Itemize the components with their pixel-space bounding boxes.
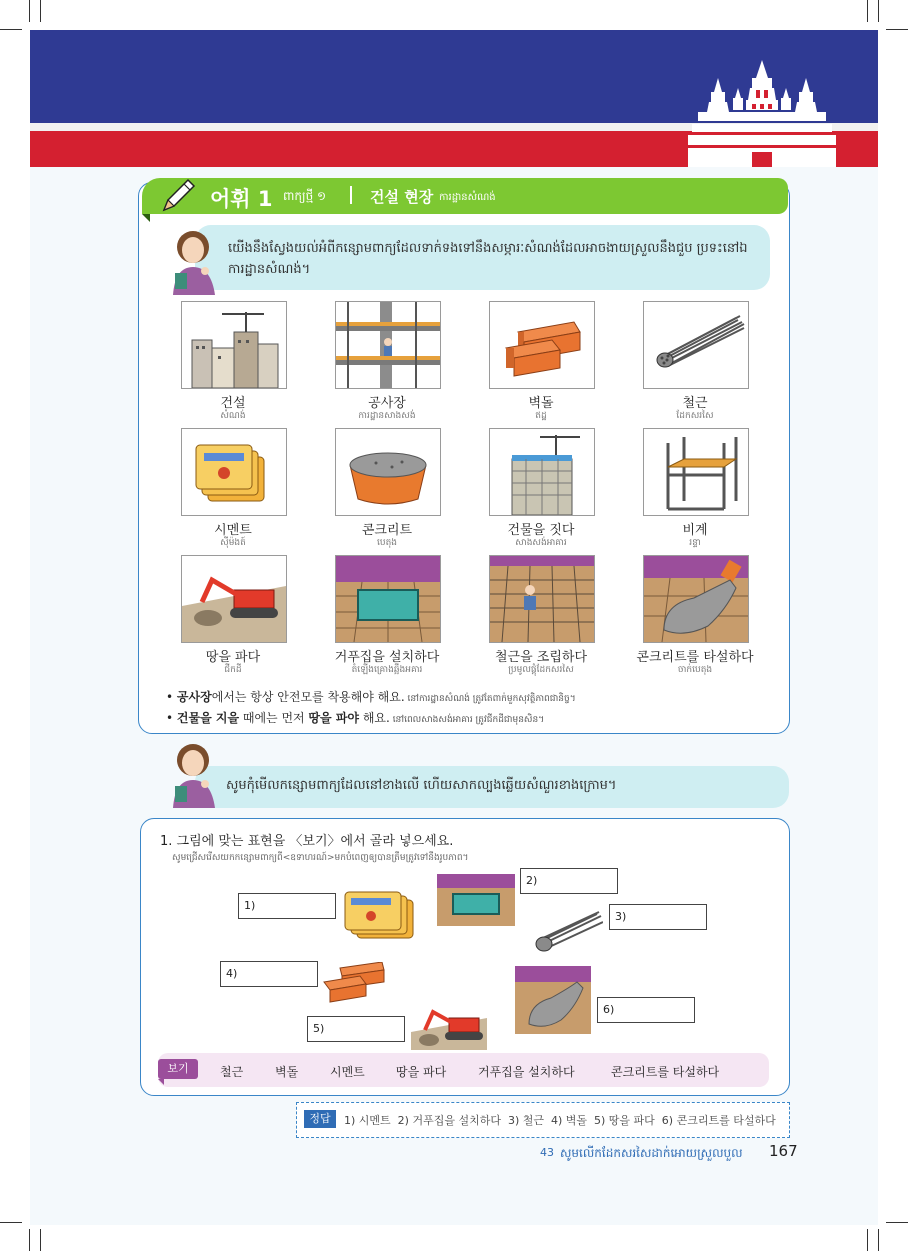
vocab-km: តំឡើងគ្រោងឆ្អឹងអគារ — [351, 665, 423, 675]
rebar-icon — [533, 908, 603, 956]
vocab-km: ដែកសរសៃ — [676, 411, 714, 421]
example-sentence-2: • 건물을 지을 때에는 먼저 땅을 파야 해요. នៅពេលសាងសង់អាគារ ត្រូវជីកដីជាមុនសិន។ — [166, 711, 545, 725]
vocab-ko: 땅을 파다 — [205, 650, 261, 665]
vocab-ko: 철근 — [682, 396, 708, 411]
vocab-ko: 벽돌 — [528, 396, 554, 411]
answer-box-5[interactable]: 5) — [307, 1016, 405, 1042]
answer-box-6[interactable]: 6) — [597, 997, 695, 1023]
vocab-ko: 비계 — [682, 523, 708, 538]
teacher-icon — [165, 225, 223, 295]
vocab-km: សាងសង់អាគារ — [515, 538, 567, 548]
image-card-concrete — [335, 428, 441, 516]
image-card-rebar — [643, 301, 749, 389]
section-title: 어휘 1 — [210, 187, 273, 211]
image-card-site — [335, 301, 441, 389]
pencil-icon — [158, 176, 198, 216]
vocab-km: ស៊ីម៉ងត៍ — [220, 538, 246, 548]
vocab-ko: 철근을 조립하다 — [494, 650, 588, 665]
answer-box-2[interactable]: 2) — [520, 868, 618, 894]
vocab-ko: 콘크리트를 타설하다 — [636, 650, 754, 665]
image-card-cement — [181, 428, 287, 516]
section-title-km: ពាក្យថ្មី ១ — [283, 189, 327, 203]
example-sentence-1: • 공사장에서는 항상 안전모를 착용해야 해요. នៅការដ្ឋានសំណង់ ត្រូវតែពាក់មួកសុវត្ថិភាពជានិច្ច។ — [166, 690, 576, 704]
bogi-item: 거푸집을 설치하다 — [478, 1065, 575, 1079]
intro-text: យើងនឹងស្វែងយល់អំពីកន្សោមពាក្យដែលទាក់ទងទៅនឹងសម្ភារៈសំណង់ដែលអាចងាយស្រួលនឹងជួប ប្រទះនៅឯការដ្ឋានសំណង់។ — [228, 241, 748, 277]
vocab-ko: 시멘트 — [214, 523, 252, 538]
bogi-item: 땅을 파다 — [396, 1065, 447, 1079]
answer-box-3[interactable]: 3) — [609, 904, 707, 930]
bogi-item: 콘크리트를 타설하다 — [611, 1065, 720, 1079]
section-topic: 건설 현장 — [370, 188, 434, 206]
answer-label: 정답 — [304, 1110, 336, 1128]
image-card-dig — [181, 555, 287, 643]
vocab-km: ប្រមូលផ្តុំដែកសរសៃ — [508, 665, 574, 675]
bogi-tab-fold — [158, 1079, 164, 1085]
footer-number: 43 — [540, 1146, 554, 1159]
bogi-item: 벽돌 — [275, 1065, 299, 1079]
exercise-title: 1. 그림에 맞는 표현을 〈보기〉에서 골라 넣으세요. — [160, 834, 454, 849]
answer-box-1[interactable]: 1) — [238, 893, 336, 919]
page-number: 167 — [769, 1142, 798, 1160]
answer-box-4[interactable]: 4) — [220, 961, 318, 987]
image-card-formwork — [335, 555, 441, 643]
angkor-wat-icon — [688, 60, 836, 167]
image-card-rebar-assemble — [489, 555, 595, 643]
section-topic-km: ការដ្ឋានសំណង់ — [439, 192, 496, 203]
vocab-km: ចាក់បេតុង — [677, 665, 713, 675]
brick-icon — [322, 962, 386, 1004]
image-card-building — [489, 428, 595, 516]
exercise-title-km: សូមជ្រើសរើសយកកន្សោមពាក្យពី<ឧទាហរណ៍>មកបំពេញឲ្យបានត្រឹមត្រូវទៅនឹងរូបភាព។ — [172, 853, 469, 863]
image-card-brick — [489, 301, 595, 389]
image-card-scaffold — [643, 428, 749, 516]
teacher-icon — [165, 738, 223, 808]
practice-intro: សូមកុំមើលកន្សោមពាក្យដែលនៅខាងលើ ហើយសាកល្បងឆ្លើយសំណួរខាងក្រោម។ — [226, 778, 617, 793]
bogi-label: 보기 — [158, 1059, 198, 1079]
vocab-km: រន្ទា — [689, 538, 701, 548]
image-card-construction — [181, 301, 287, 389]
vocab-km: បេតុង — [377, 538, 397, 548]
formwork-icon — [437, 874, 515, 926]
bogi-item: 시멘트 — [330, 1065, 365, 1079]
answer-text: 1) 시멘트 2) 거푸집을 설치하다 3) 철근 4) 벽돌 5) 땅을 파다 6) 콘크리트를 타설하다 — [344, 1114, 776, 1127]
vocab-ko: 콘크리트 — [361, 523, 413, 538]
divider — [350, 186, 352, 204]
bogi-item: 철근 — [220, 1065, 244, 1079]
image-card-concrete-pour — [643, 555, 749, 643]
vocab-km: ជីកដី — [224, 665, 242, 675]
vocab-km: ការដ្ឋានសាងសង់ — [358, 411, 416, 421]
footer-text: សូមលើកដែកសរសៃដាក់អោយស្រួលបួល — [560, 1146, 743, 1160]
vocab-ko: 건설 — [220, 396, 246, 411]
vocab-km: ឥដ្ឋ — [535, 411, 547, 421]
concrete-pour-icon — [515, 966, 591, 1034]
vocab-ko: 공사장 — [368, 396, 406, 411]
vocab-ko: 거푸집을 설치하다 — [334, 650, 440, 665]
excavator-icon — [411, 998, 487, 1050]
vocab-km: សំណង់ — [220, 411, 246, 421]
vocab-ko: 건물을 짓다 — [507, 523, 575, 538]
cement-icon — [343, 890, 421, 942]
